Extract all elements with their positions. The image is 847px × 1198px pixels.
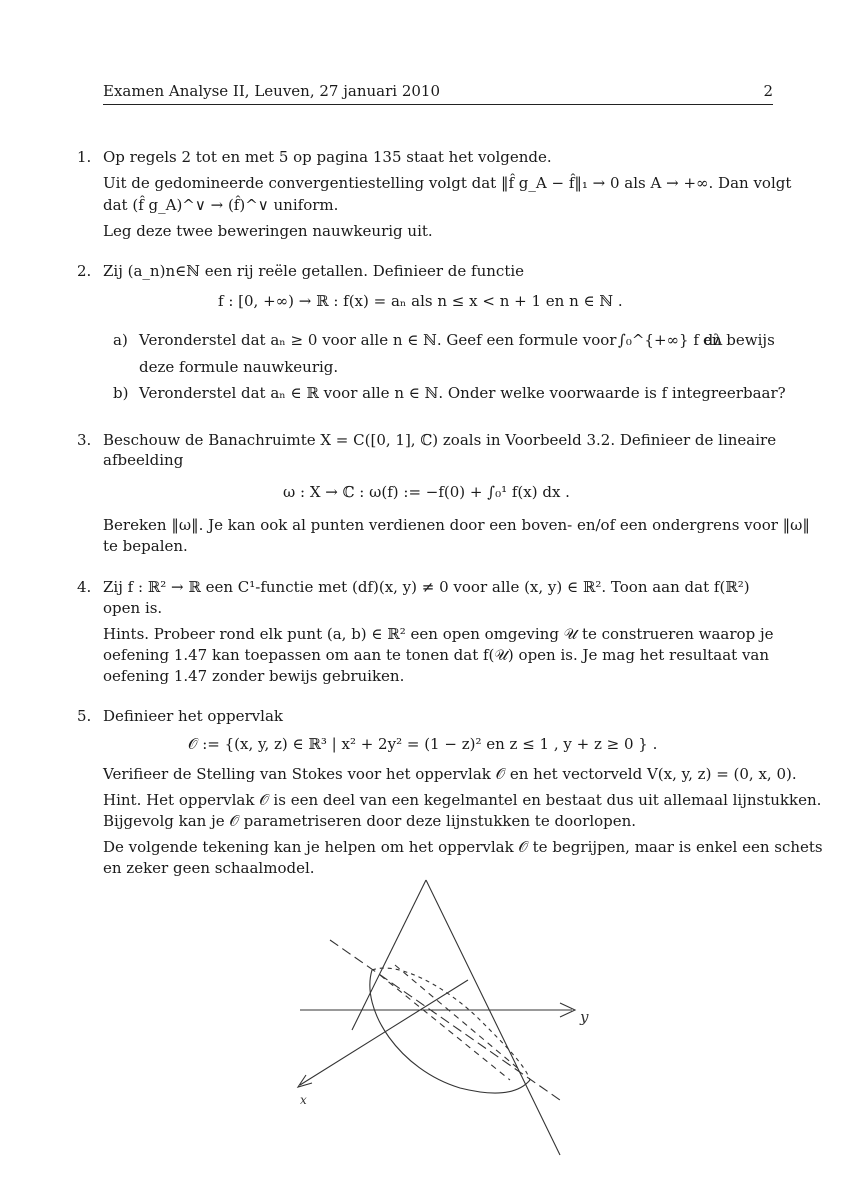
q4-line1: Zij f : ℝ² → ℝ een C¹-functie met (df)(x, y) ≠ 0 voor alle (x, y) ∈ ℝ². Toon aan dat f(ℝ²) bbox=[103, 578, 750, 596]
q3-line1: Beschouw de Banachruimte X = C([0, 1], ℂ) zoals in Voorbeeld 3.2. Definieer de lineaire bbox=[103, 431, 777, 449]
q2b-line1: Veronderstel dat aₙ ∈ ℝ voor alle n ∈ ℕ. Onder welke voorwaarde is f integreerbaar? bbox=[139, 384, 786, 402]
q1-line3: dat (f̂ g_A)^∨ → (f̂)^∨ uniform. bbox=[103, 196, 339, 214]
q5-line6: en zeker geen schaalmodel. bbox=[103, 859, 315, 877]
x-axis-label: x bbox=[300, 1093, 307, 1107]
q3-line3: Bereken ‖ω‖. Je kan ook al punten verdienen door een boven- en/of een ondergrens voor ‖ω‖ bbox=[103, 516, 810, 534]
q2a-label: a) bbox=[113, 331, 128, 349]
page-number: 2 bbox=[763, 82, 773, 100]
generatrix-2 bbox=[395, 965, 520, 1070]
q4-line2: open is. bbox=[103, 599, 163, 617]
x-axis-arrow bbox=[298, 1075, 312, 1087]
cone-right-edge bbox=[426, 880, 560, 1155]
q2b-label: b) bbox=[113, 384, 129, 402]
q1-line4: Leg deze twee beweringen nauwkeurig uit. bbox=[103, 222, 433, 240]
q5-line4: Bijgevolg kan je 𝒪 parametriseren door deze lijnstukken te doorlopen. bbox=[103, 812, 637, 830]
q5-line2: Verifieer de Stelling van Stokes voor het oppervlak 𝒪 en het vectorveld V(x, y, z) = (0, x, 0). bbox=[103, 765, 797, 783]
generatrix-1 bbox=[380, 975, 510, 1080]
cone-left-edge bbox=[352, 880, 426, 1030]
q2a-line1b: en bewijs bbox=[703, 331, 775, 349]
question-5-number: 5. bbox=[77, 707, 92, 725]
q3-line2: afbeelding bbox=[103, 451, 184, 469]
question-1-number: 1. bbox=[77, 148, 92, 166]
q4-line3: Hints. Probeer rond elk punt (a, b) ∈ ℝ² een open omgeving 𝒰 te construeren waarop je bbox=[103, 625, 774, 643]
q5-formula: 𝒪 := {(x, y, z) ∈ ℝ³ | x² + 2y² = (1 − z)² en z ≤ 1 , y + z ≥ 0 } . bbox=[188, 735, 658, 753]
q2a-line1: Veronderstel dat aₙ ≥ 0 voor alle n ∈ ℕ. Geef een formule voor bbox=[139, 331, 617, 349]
q4-line4: oefening 1.47 kan toepassen om aan te tonen dat f(𝒰) open is. Je mag het resultaat van bbox=[103, 646, 770, 664]
q5-line5: De volgende tekening kan je helpen om het oppervlak 𝒪 te begrijpen, maar is enkel een schets bbox=[103, 838, 823, 856]
q4-line5: oefening 1.47 zonder bewijs gebruiken. bbox=[103, 667, 405, 685]
q1-line1: Op regels 2 tot en met 5 op pagina 135 staat het volgende. bbox=[103, 148, 552, 166]
q3-formula: ω : X → ℂ : ω(f) := −f(0) + ∫₀¹ f(x) dx . bbox=[283, 483, 570, 501]
q2a-integral: ∫₀^{+∞} f dλ bbox=[618, 331, 723, 349]
question-3-number: 3. bbox=[77, 431, 92, 449]
cut-line bbox=[330, 940, 560, 1100]
q2-line1: Zij (a_n)n∈ℕ een rij reële getallen. Definieer de functie bbox=[103, 262, 525, 280]
question-2-number: 2. bbox=[77, 262, 92, 280]
header-title: Examen Analyse II, Leuven, 27 januari 2010 bbox=[103, 82, 440, 100]
question-4-number: 4. bbox=[77, 578, 92, 596]
q5-line3: Hint. Het oppervlak 𝒪 is een deel van een kegelmantel en bestaat dus uit allemaal lijnstukken. bbox=[103, 791, 822, 809]
q5-line1: Definieer het oppervlak bbox=[103, 707, 283, 725]
x-axis bbox=[300, 980, 468, 1085]
q2-formula: f : [0, +∞) → ℝ : f(x) = aₙ als n ≤ x < n + 1 en n ∈ ℕ . bbox=[218, 292, 623, 310]
y-axis-label: y bbox=[580, 1008, 589, 1026]
q3-line4: te bepalen. bbox=[103, 537, 188, 555]
q2a-line2: deze formule nauwkeurig. bbox=[139, 358, 339, 376]
q1-line2: Uit de gedomineerde convergentiestelling volgt dat ‖f̂ g_A − f̂‖₁ → 0 als A → +∞. Dan volgt bbox=[103, 174, 792, 192]
